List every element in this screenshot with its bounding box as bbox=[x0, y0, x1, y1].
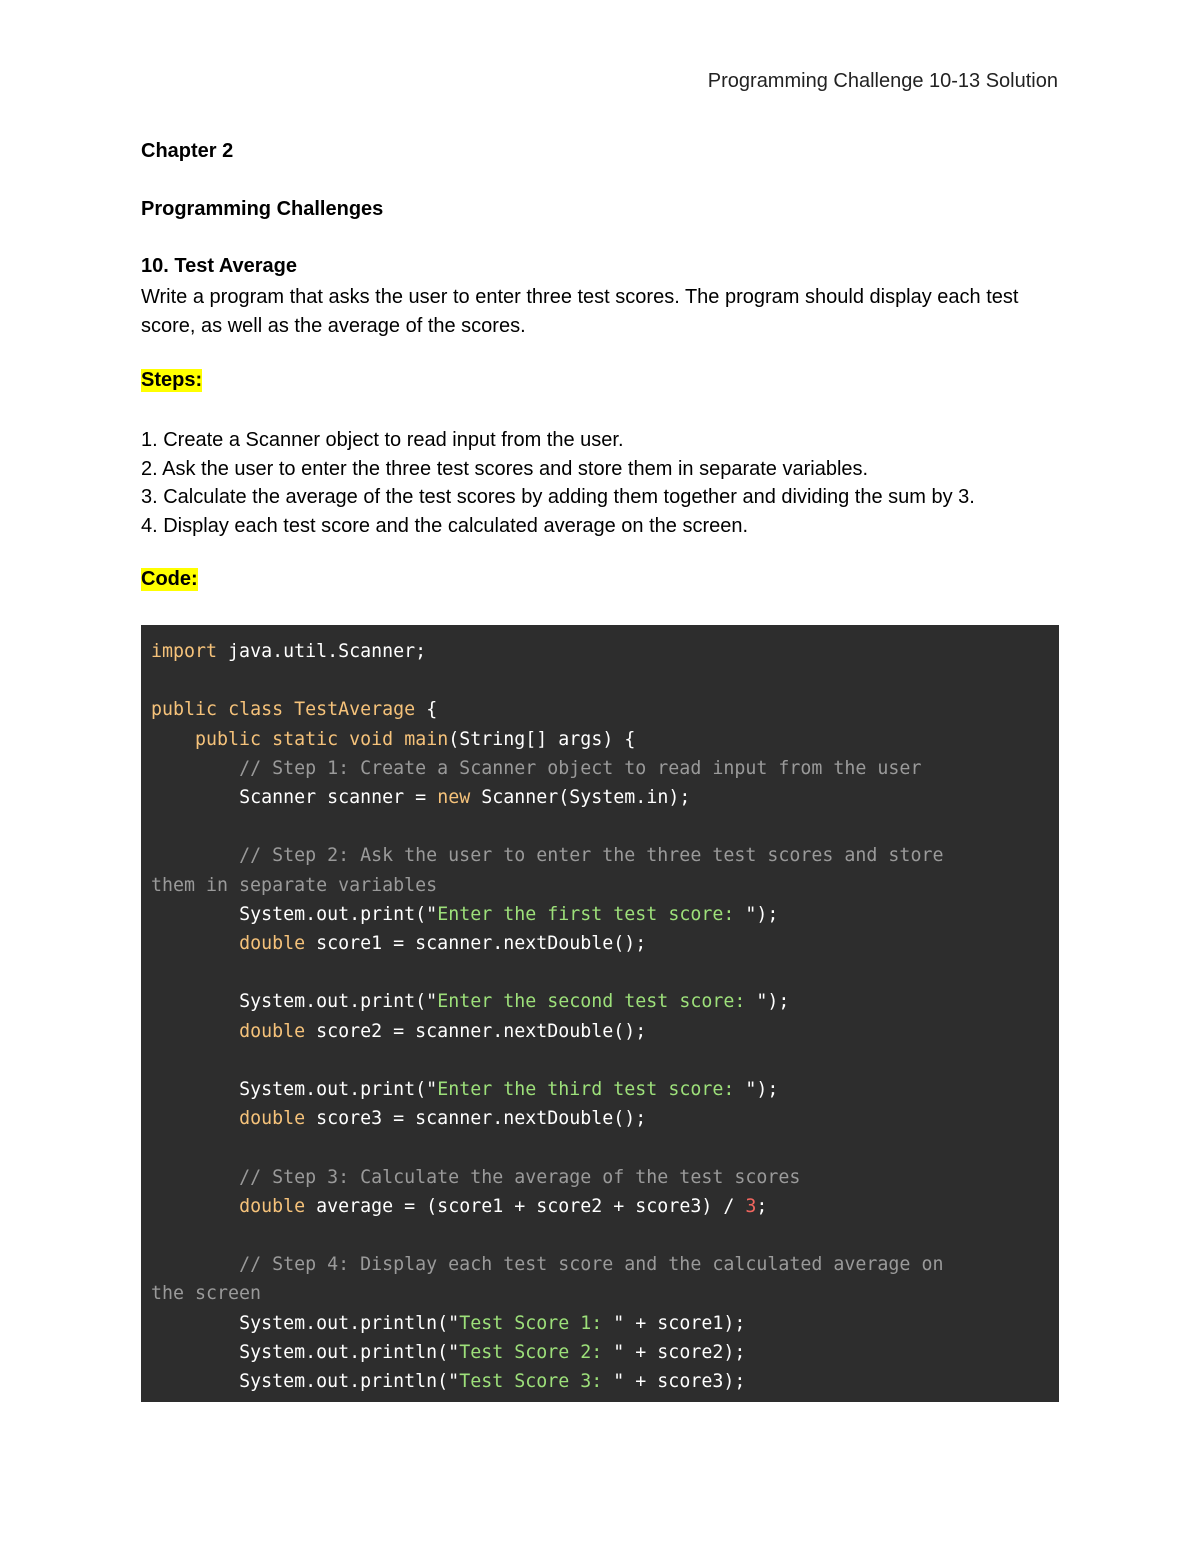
problem-title: 10. Test Average bbox=[141, 255, 298, 277]
page-header: Programming Challenge 10-13 Solution bbox=[707, 70, 1058, 92]
problem-description: Write a program that asks the user to enter three test scores. The program should display each test score, as well as the average of the scores. bbox=[141, 286, 1019, 337]
code-label: Code: bbox=[141, 568, 198, 590]
step-item: 2. Ask the user to enter the three test scores and store them in separate variables. bbox=[141, 457, 869, 480]
code-block bbox=[141, 625, 1059, 1402]
steps-label: Steps: bbox=[141, 369, 203, 391]
step-item: 3. Calculate the average of the test scores by adding them together and dividing the sum by 3. bbox=[141, 486, 975, 508]
steps-list bbox=[141, 426, 975, 540]
step-item: 4. Display each test score and the calculated average on the screen. bbox=[141, 514, 749, 537]
code-listing: import java.util.Scanner; public class TestAverage { public static void main(String[] args) { // Step 1: Create a Scanner object to read input from the user Scanner scanner = new Scanner(System.in); // Step 2: Ask the user to enter the three test scores and store them in separate variables System.out.print("Enter the first test score: "); double score1 = scanner.nextDouble(); System.out.print("Enter the second test score: "); double score2 = scanner.nextDouble(); System.out.print("Enter the third test score: "); double score3 = scanner.nextDouble(); // Step 3: Calculate the average of the test scores double average = (score1 + score2 + score3) / 3; // Step 4: Display each test score and the calculated average on the screen System.out.println("Test Score 1: " + score1); System.out.println("Test Score 2: " + score2); System.out.println("Test Score 3: " + score3); bbox=[151, 641, 944, 1393]
chapter-title: Chapter 2 bbox=[141, 140, 234, 162]
section-title: Programming Challenges bbox=[141, 198, 384, 220]
step-item: 1. Create a Scanner object to read input from the user. bbox=[141, 429, 624, 451]
